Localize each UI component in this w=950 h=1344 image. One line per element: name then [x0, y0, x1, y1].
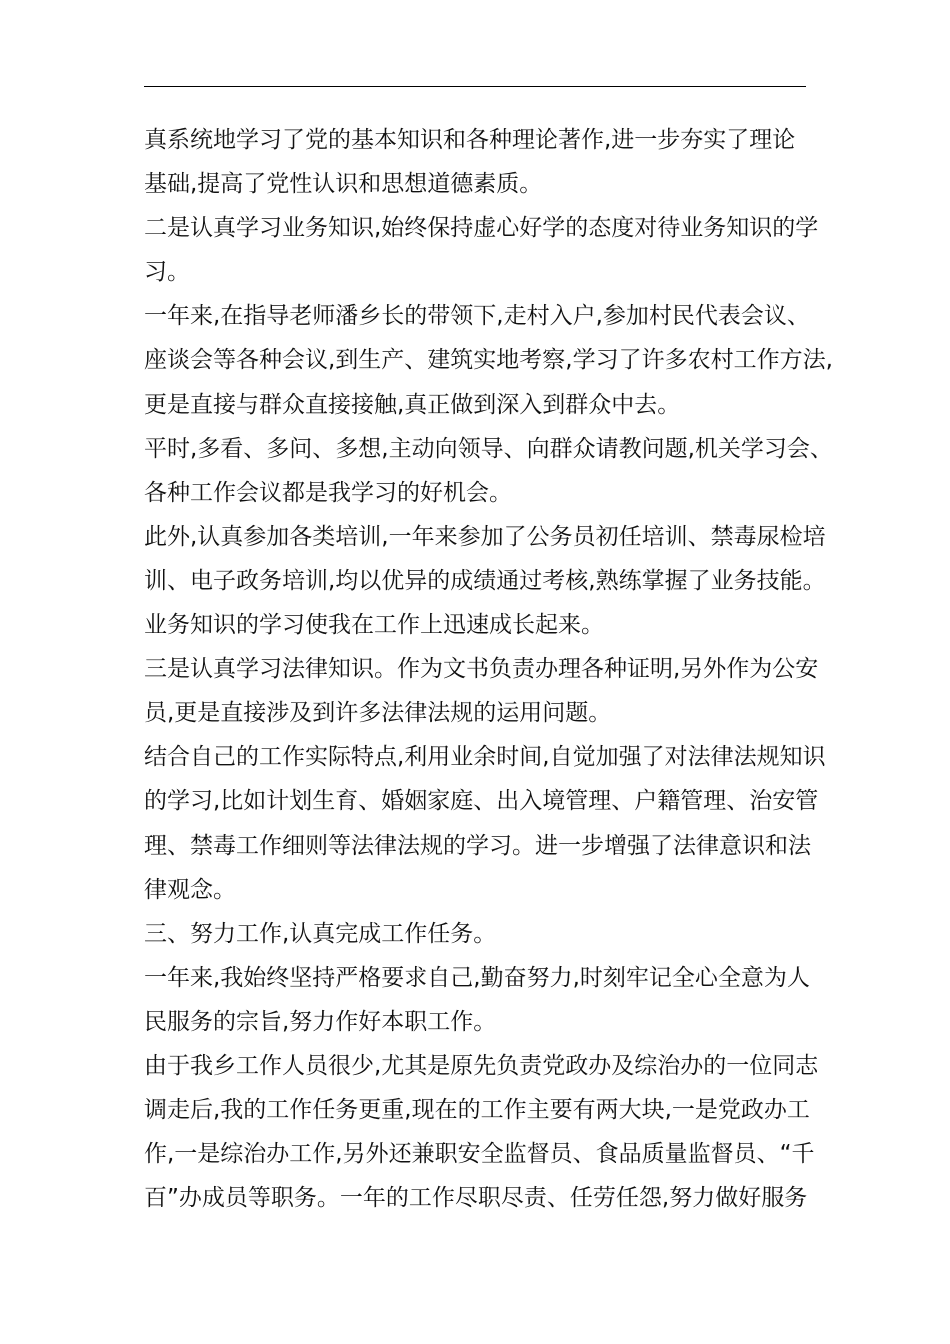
text-line: 业务知识的学习使我在工作上迅速成长起来。	[144, 612, 604, 639]
text-line: 一年来,在指导老师潘乡长的带领下,走村入户,参加村民代表会议、	[144, 303, 810, 330]
text-line: 由于我乡工作人员很少,尤其是原先负责党政办及综治办的一位同志	[144, 1052, 819, 1079]
text-line: 三、努力工作,认真完成工作任务。	[144, 920, 497, 947]
text-line: 作,一是综治办工作,另外还兼职安全监督员、食品质量监督员、“千	[144, 1141, 815, 1168]
text-line: 百”办成员等职务。一年的工作尽职尽责、任劳任怨,努力做好服务	[144, 1185, 808, 1212]
text-line: 一年来,我始终坚持严格要求自己,勤奋努力,时刻牢记全心全意为人	[144, 964, 810, 991]
text-line: 更是直接与群众直接接触,真正做到深入到群众中去。	[144, 391, 681, 418]
text-line: 员,更是直接涉及到许多法律法规的运用问题。	[144, 700, 612, 727]
text-line: 调走后,我的工作任务更重,现在的工作主要有两大块,一是党政办工	[144, 1097, 810, 1124]
text-line: 各种工作会议都是我学习的好机会。	[144, 479, 512, 506]
text-line: 结合自己的工作实际特点,利用业余时间,自觉加强了对法律法规知识	[144, 744, 826, 771]
body-text	[144, 118, 833, 1220]
header-rule	[144, 86, 806, 87]
text-line: 座谈会等各种会议,到生产、建筑实地考察,学习了许多农村工作方法,	[144, 347, 833, 374]
text-line: 的学习,比如计划生育、婚姻家庭、出入境管理、户籍管理、治安管	[144, 788, 819, 815]
text-line: 基础,提高了党性认识和思想道德素质。	[144, 171, 543, 198]
text-line: 习。	[144, 259, 190, 286]
text-line: 二是认真学习业务知识,始终保持虚心好学的态度对待业务知识的学	[144, 215, 819, 242]
text-line: 平时,多看、多问、多想,主动向领导、向群众请教问题,机关学习会、	[144, 435, 833, 462]
text-line: 真系统地学习了党的基本知识和各种理论著作,进一步夯实了理论	[144, 127, 796, 153]
text-line: 三是认真学习法律知识。作为文书负责办理各种证明,另外作为公安	[144, 656, 819, 683]
text-line: 此外,认真参加各类培训,一年来参加了公务员初任培训、禁毒尿检培	[144, 523, 826, 550]
text-line: 民服务的宗旨,努力作好本职工作。	[144, 1008, 497, 1035]
text-line: 训、电子政务培训,均以优异的成绩通过考核,熟练掌握了业务技能。	[144, 567, 826, 594]
text-line: 理、禁毒工作细则等法律法规的学习。进一步增强了法律意识和法	[144, 832, 811, 859]
text-line: 律观念。	[144, 876, 236, 903]
